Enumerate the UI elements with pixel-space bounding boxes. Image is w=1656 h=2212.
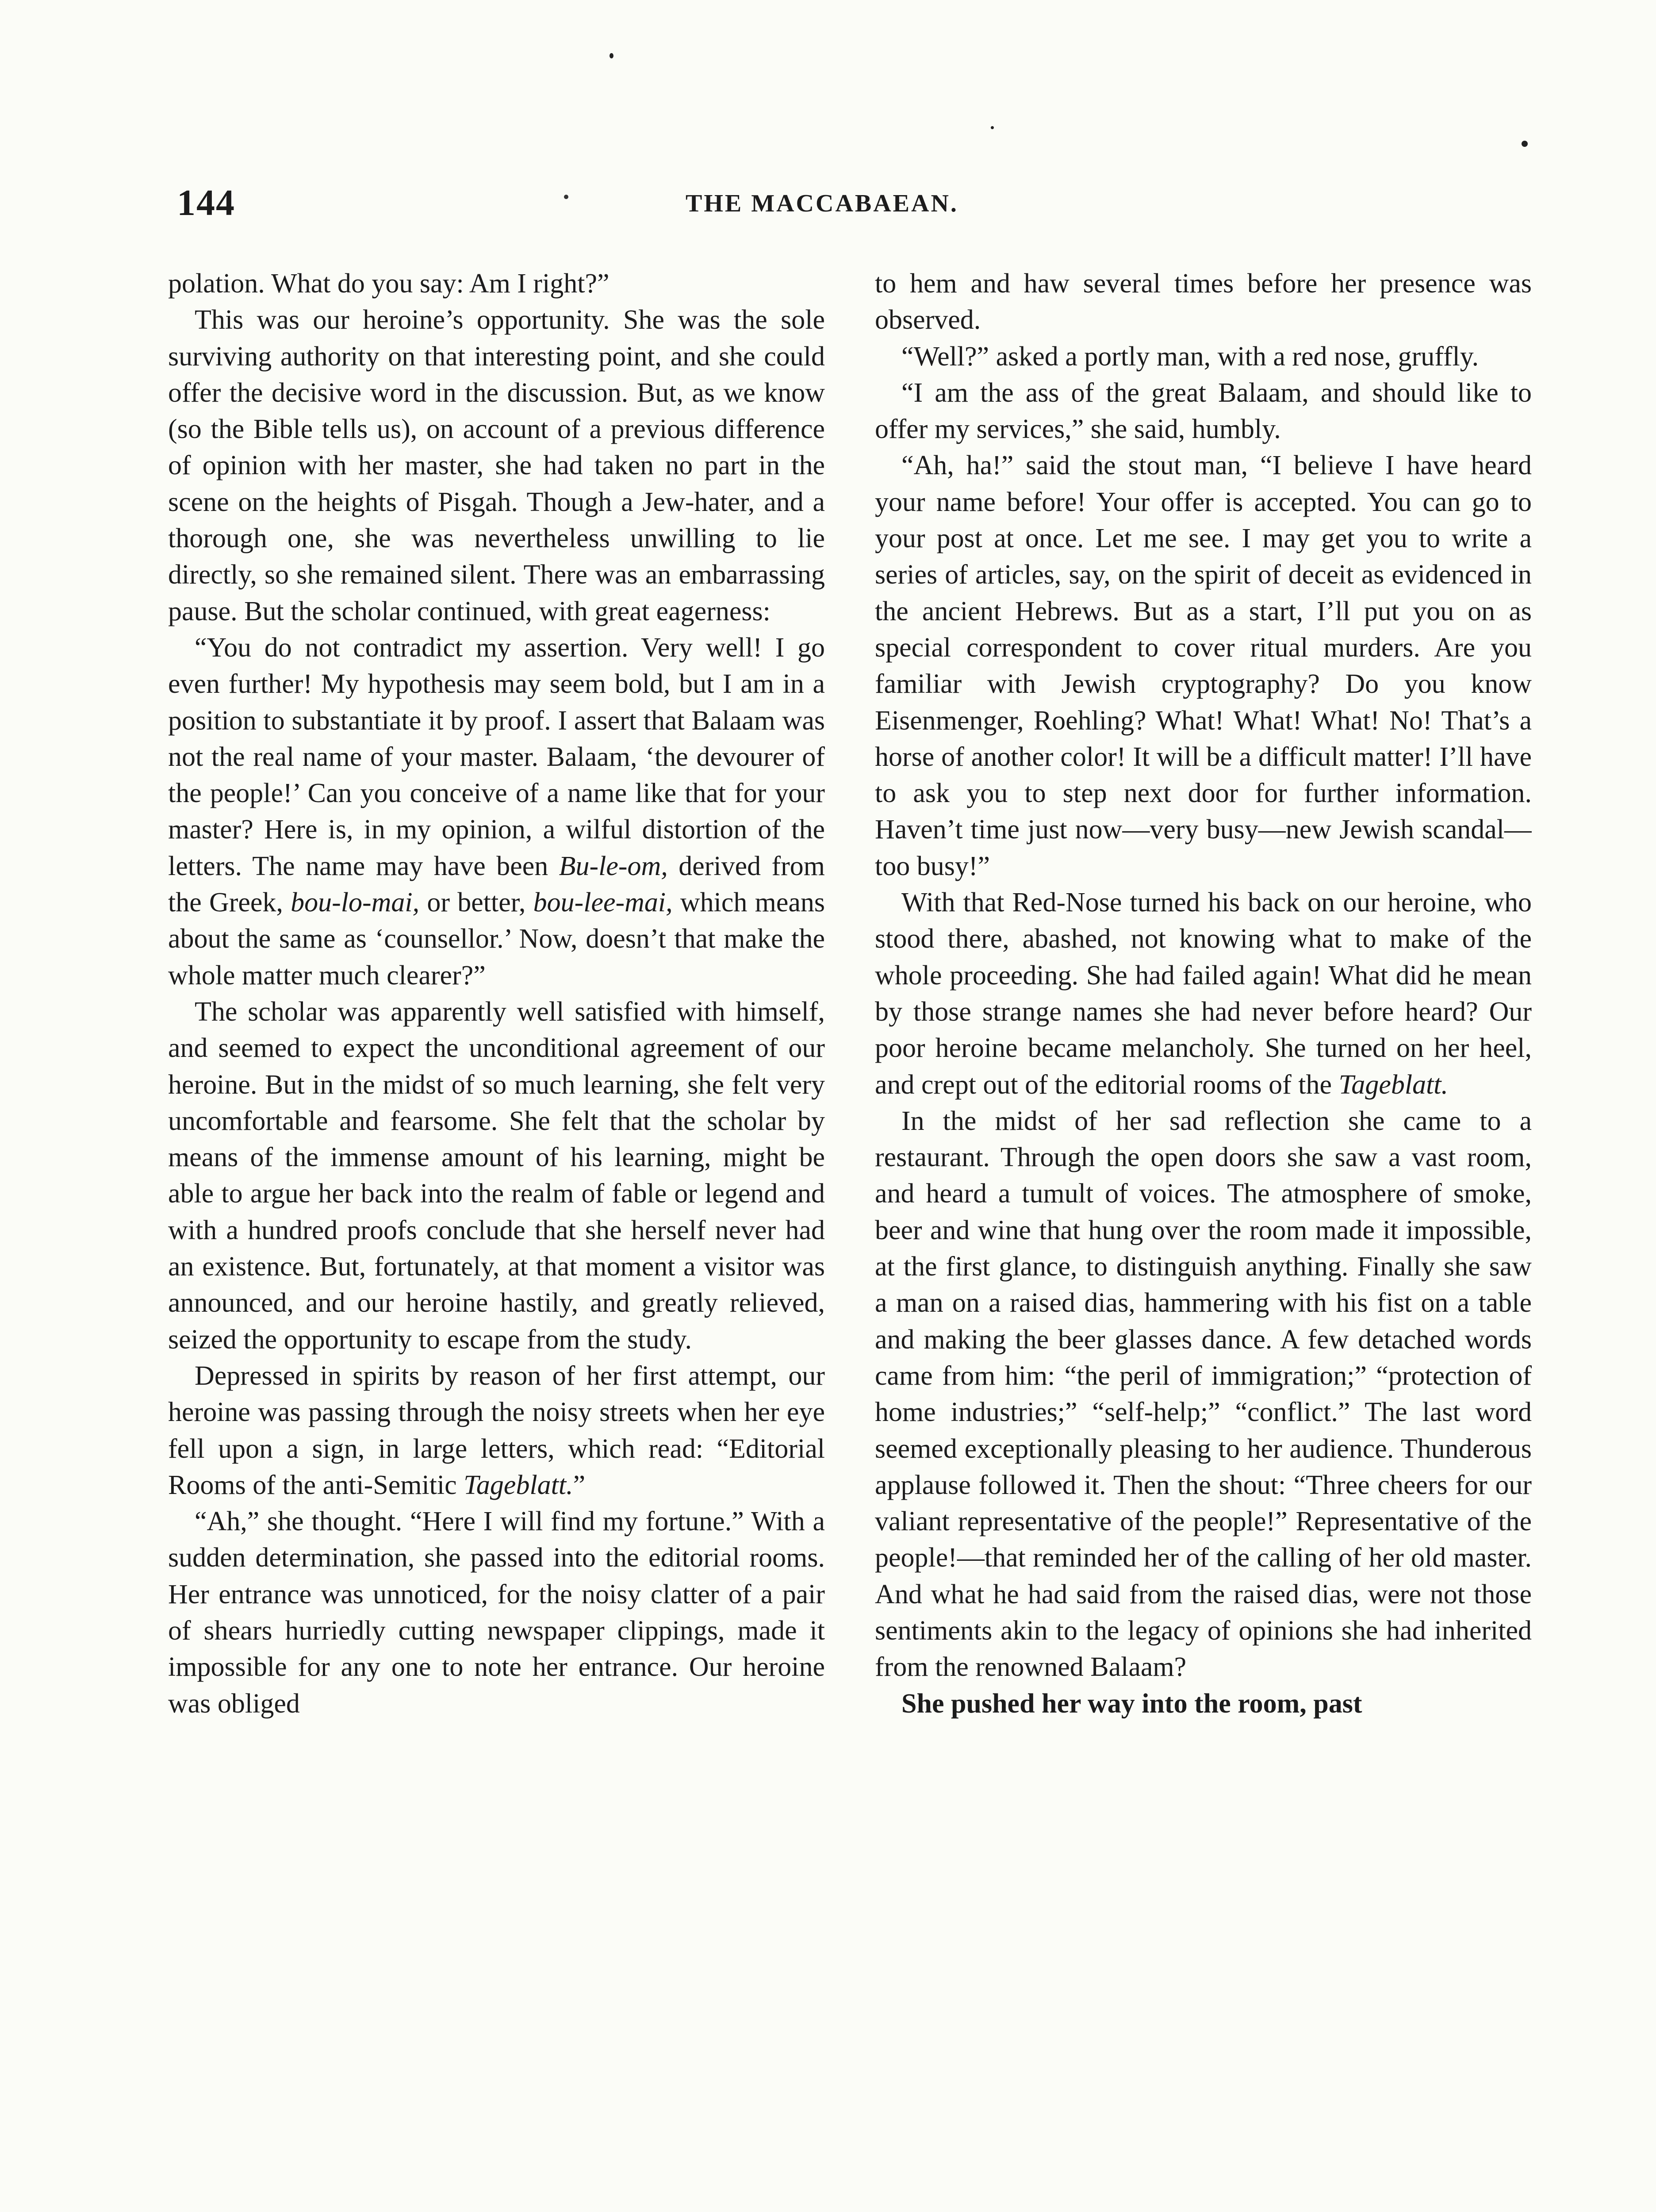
paragraph: “I am the ass of the great Balaam, and should like to offer my services,” she said, humbly.	[875, 377, 1532, 445]
italic-term: Bu-le-om,	[559, 851, 668, 881]
paragraph: “Well?” asked a portly man, with a red nose, gruffly.	[901, 341, 1479, 372]
paragraph	[168, 630, 825, 994]
paragraph: to hem and haw several times before her presence was observed.	[875, 269, 1532, 335]
paragraph	[168, 1358, 825, 1503]
paragraph: In the midst of her sad reflection she came to a restaurant. Through the open doors she saw a vast room, and heard a tumult of voices. The atmosphere of smoke, beer and wine that hung over the room made it impossible, at the first glance, to distinguish anything. Finally she saw a man on a raised dias, hammering with his fist on a table and making the beer glasses dance. A few detached words came from him: “the peril of immigration;” “protection of home industries;” “self-help;” “conflict.” The last word seemed exceptionally pleasing to her audience. Thunderous applause followed it. Then the shout: “Three cheers for our valiant representative of the people!” Representative of the people!—that reminded her of the calling of her old master. And what he had said from the raised dias, were not those sentiments akin to the legacy of opinions she had inherited from the renowned Balaam?	[875, 1106, 1532, 1682]
italic-term: Tageblatt.	[464, 1470, 573, 1500]
scan-speck	[1522, 141, 1528, 147]
paragraph: This was our heroine’s opportunity. She was the sole surviving authority on that interesting point, and she could offer the decisive word in the discussion. But, as we know (so the Bible tells us), on account of a previous difference of opinion with her master, she had taken no part in the scene on the heights of Pisgah. Though a Jew-hater, and a thorough one, she was nevertheless unwilling to lie directly, so she remained silent. There was an embarrassing pause. But the scholar continued, with great eagerness:	[168, 305, 825, 626]
paragraph: She pushed her way into the room, past	[901, 1688, 1362, 1719]
paragraph	[875, 884, 1532, 1103]
text-run: ”	[573, 1470, 586, 1500]
text-run: which means about the same as ‘counsellor.’ Now, doesn’t that make the whole matter much clearer?”	[168, 887, 825, 991]
paragraph: “Ah, ha!” said the stout man, “I believe I have heard your name before! Your offer is accepted. You can go to your post at once. Let me see. I may get you to write a series of articles, say, on the spirit of deceit as evidenced in the ancient Hebrews. But as a start, I’ll put you on as special correspondent to cover ritual murders. Are you familiar with Jewish cryptography? Do you know Eisenmenger, Roehling? What! What! What! No! That’s a horse of another color! It will be a difficult matter! I’ll have to ask you to step next door for further information. Haven’t time just now—very busy—new Jewish scandal—too busy!”	[875, 450, 1532, 881]
left-column	[168, 265, 825, 2159]
page-header	[177, 181, 1502, 226]
text-run: Depressed in spirits by reason of her first attempt, our heroine was passing through the noisy streets when her eye fell upon a sign, in large letters, which read: “Editorial Rooms of the anti-Semitic	[168, 1360, 825, 1500]
italic-term: bou-lo-mai,	[291, 887, 420, 918]
scan-speck	[991, 126, 994, 129]
paragraph: The scholar was apparently well satisfied with himself, and seemed to expect the unconditional agreement of our heroine. But in the midst of so much learning, she felt very uncomfortable and fearsome. She felt that the scholar by means of the immense amount of his learning, might be able to argue her back into the realm of fable or legend and with a hundred proofs conclude that she herself never had an existence. But, fortunately, at that moment a visitor was announced, and our heroine hastily, and greatly relieved, seized the opportunity to escape from the study.	[168, 996, 825, 1355]
scan-speck	[610, 53, 613, 58]
running-title: THE MACCABAEAN.	[686, 190, 958, 217]
italic-term: Tageblatt.	[1338, 1069, 1449, 1100]
text-run: “You do not contradict my assertion. Very well! I go even further! My hypothesis may seem bold, but I am in a position to substantiate it by proof. I assert that Balaam was not the real name of your master. Balaam, ‘the devourer of the people!’ Can you conceive of a name like that for your master? Here is, in my opinion, a wilful distortion of the letters. The name may have been	[168, 632, 825, 881]
text-run: derived from the Greek,	[168, 851, 825, 918]
paragraph: “Ah,” she thought. “Here I will find my fortune.” With a sudden determination, she passed into the editorial rooms. Her entrance was unnoticed, for the noisy clatter of a pair of shears hurriedly cutting newspaper clippings, made it impossible for any one to note her entrance. Our heroine was obliged	[168, 1506, 825, 1719]
paragraph: polation. What do you say: Am I right?”	[168, 269, 610, 299]
right-column	[875, 265, 1532, 2159]
header-ornament-dot	[564, 195, 568, 199]
italic-term: bou-lee-mai,	[533, 887, 673, 918]
text-run: With that Red-Nose turned his back on our heroine, who stood there, abashed, not knowing what to make of the whole proceeding. She had failed again! What did he mean by those strange names she had never before heard? Our poor heroine became melancholy. She turned on her heel, and crept out of the editorial rooms of the	[875, 887, 1532, 1100]
text-run: or better,	[419, 887, 533, 918]
page-number: 144	[177, 182, 235, 223]
